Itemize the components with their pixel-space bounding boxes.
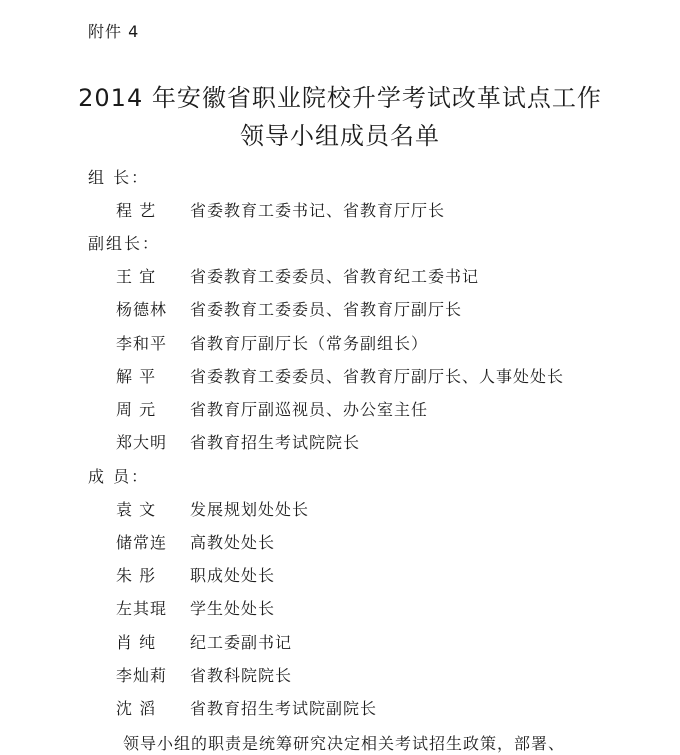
- member-role: 省委教育工委委员、省教育厅副厅长、人事处处长: [190, 367, 565, 386]
- member-role: 省委教育工委委员、省教育纪工委书记: [190, 267, 480, 286]
- member-row: [116, 632, 292, 654]
- member-role: 高教处处长: [190, 533, 276, 552]
- member-row: [116, 598, 275, 620]
- member-name: 李和平: [116, 334, 168, 353]
- member-name: 解 平: [116, 367, 157, 386]
- member-role: 省委教育工委委员、省教育厅副厅长: [190, 300, 463, 319]
- section-label-deputy: 副组长：: [88, 234, 161, 253]
- member-role: 省教育厅副巡视员、办公室主任: [190, 400, 429, 419]
- duties-paragraph-start: 领导小组的职责是统筹研究决定相关考试招生政策，部署、: [123, 734, 566, 753]
- member-name: 李灿莉: [116, 666, 168, 685]
- member-name: 肖 纯: [116, 633, 157, 652]
- member-role: 省教育厅副厅长（常务副组长）: [190, 334, 429, 353]
- document-title-line2: 领导小组成员名单: [240, 122, 440, 150]
- member-row: [116, 399, 428, 421]
- member-role: 省教育招生考试院副院长: [190, 699, 378, 718]
- member-row: [116, 698, 377, 720]
- member-name: 王 宜: [116, 267, 157, 286]
- member-row: [116, 432, 360, 454]
- section-label-members: 成 员：: [88, 467, 150, 486]
- member-name: 程 艺: [116, 201, 157, 220]
- member-name: 储常连: [116, 533, 168, 552]
- member-name: 周 元: [116, 400, 157, 419]
- member-row: [116, 299, 462, 321]
- member-role: 省委教育工委书记、省教育厅厅长: [190, 201, 446, 220]
- member-row: [116, 266, 479, 288]
- member-row: [116, 366, 564, 388]
- member-name: 朱 彤: [116, 566, 157, 585]
- member-name: 沈 滔: [116, 699, 157, 718]
- member-row: [116, 665, 292, 687]
- member-row: [116, 333, 428, 355]
- member-role: 学生处处长: [190, 599, 276, 618]
- member-role: 职成处处长: [190, 566, 276, 585]
- member-row: [116, 532, 275, 554]
- member-name: 郑大明: [116, 433, 168, 452]
- section-label-leader: 组 长：: [88, 168, 150, 187]
- member-role: 发展规划处处长: [190, 500, 310, 519]
- member-name: 袁 文: [116, 500, 157, 519]
- member-role: 省教科院院长: [190, 666, 293, 685]
- member-row: [116, 565, 275, 587]
- member-row: [116, 200, 445, 222]
- member-name: 杨德林: [116, 300, 168, 319]
- member-role: 省教育招生考试院院长: [190, 433, 361, 452]
- document-title-line1: 2014 年安徽省职业院校升学考试改革试点工作: [78, 84, 602, 112]
- member-name: 左其琨: [116, 599, 168, 618]
- attachment-label: 附件 4: [88, 22, 140, 41]
- member-role: 纪工委副书记: [190, 633, 293, 652]
- member-row: [116, 499, 309, 521]
